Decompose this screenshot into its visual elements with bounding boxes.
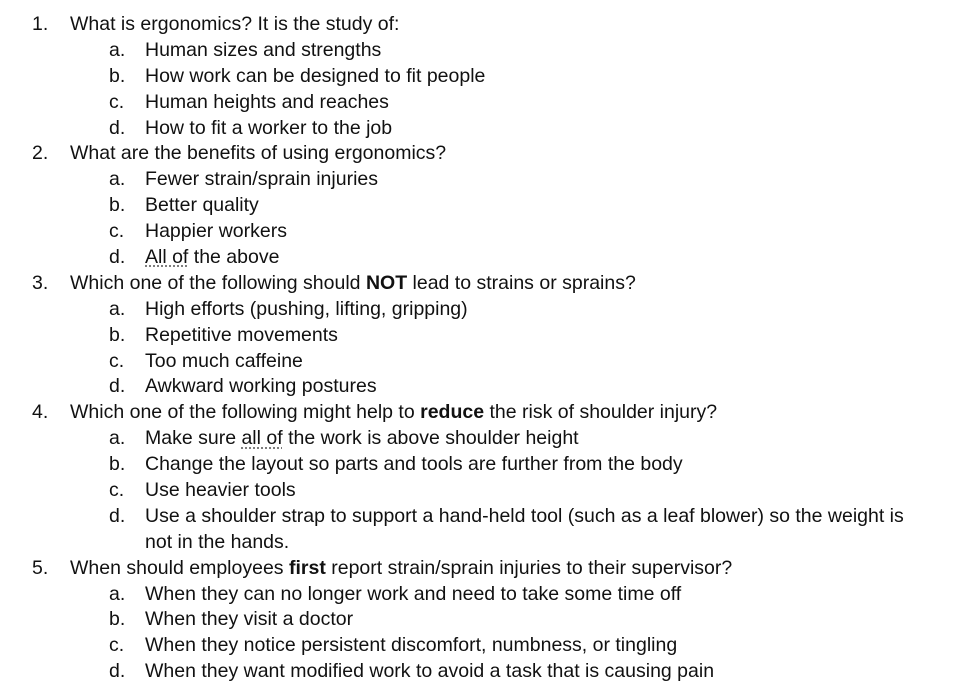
option-b [0, 64, 976, 90]
option-letter: b. [109, 608, 126, 631]
option-text: When they want modified work to avoid a task that is causing pain [145, 660, 715, 683]
option-b [0, 193, 976, 219]
option-letter: d. [109, 660, 126, 683]
option-text: Fewer strain/sprain injuries [145, 168, 379, 191]
option-d-continuation [0, 530, 976, 556]
dotted-underline-text: All of [145, 246, 189, 269]
option-letter: a. [109, 582, 126, 605]
question-line [0, 271, 976, 297]
question-text [70, 12, 399, 38]
option-d [0, 374, 976, 400]
top-margin [0, 0, 976, 12]
option-letter: b. [109, 453, 126, 476]
option-c [0, 633, 976, 659]
option-text: Human heights and reaches [145, 90, 389, 113]
question-number: 2. [32, 142, 49, 165]
option-d [0, 504, 976, 530]
question-line [0, 12, 976, 38]
question-number: 5. [32, 556, 49, 579]
option-text: When they notice persistent discomfort, numbness, or tingling [145, 634, 678, 657]
option-text: Human sizes and strengths [145, 38, 382, 61]
option-letter: c. [109, 634, 125, 657]
question-text-part: Which one of the following might help to [70, 401, 421, 424]
option-b [0, 323, 976, 349]
option-text: Use heavier tools [145, 479, 296, 502]
option-a [0, 38, 976, 64]
option-letter: d. [109, 375, 126, 398]
option-d [0, 245, 976, 271]
question-1 [0, 12, 976, 141]
option-text: Happier workers [145, 220, 287, 243]
option-letter: c. [109, 220, 125, 243]
question-text [70, 271, 636, 297]
option-letter: c. [109, 90, 125, 113]
option-c [0, 219, 976, 245]
option-c [0, 478, 976, 504]
question-line [0, 556, 976, 582]
option-text: When they can no longer work and need to take some time off [145, 582, 682, 605]
question-line [0, 400, 976, 426]
option-letter: d. [109, 246, 126, 269]
question-2 [0, 141, 976, 270]
option-a [0, 297, 976, 323]
question-4 [0, 400, 976, 555]
option-letter: d. [109, 116, 126, 139]
question-text [70, 556, 732, 582]
option-text: Too much caffeine [145, 349, 303, 372]
option-text: not in the hands. [145, 530, 290, 553]
question-text-part: lead to strains or sprains? [407, 271, 636, 294]
option-text: Change the layout so parts and tools are further from the body [145, 453, 683, 476]
question-text-part: the risk of shoulder injury? [484, 401, 718, 424]
option-letter: b. [109, 323, 126, 346]
option-text [145, 245, 279, 271]
option-a [0, 426, 976, 452]
question-text [70, 141, 446, 167]
option-text-part: Make sure [145, 427, 242, 450]
option-text-part: the work is above shoulder height [282, 427, 579, 450]
option-text: Awkward working postures [145, 375, 377, 398]
question-number: 1. [32, 13, 49, 35]
option-letter: c. [109, 479, 125, 502]
option-c [0, 90, 976, 116]
option-letter: a. [109, 297, 126, 320]
question-3 [0, 271, 976, 400]
option-text: How work can be designed to fit people [145, 64, 486, 87]
question-line [0, 141, 976, 167]
question-text-part: What is ergonomics? It is the study of: [70, 13, 400, 35]
option-text: Repetitive movements [145, 323, 338, 346]
option-text-part: the above [188, 246, 280, 269]
option-text [145, 426, 579, 452]
question-text [70, 400, 717, 426]
option-letter: c. [109, 349, 125, 372]
option-letter: a. [109, 427, 126, 450]
option-a [0, 167, 976, 193]
question-text-part: report strain/sprain injuries to their supervisor? [325, 556, 733, 579]
option-letter: a. [109, 38, 126, 61]
option-letter: b. [109, 194, 126, 217]
option-a [0, 582, 976, 608]
question-text-part: When should employees [70, 556, 289, 579]
question-number: 4. [32, 401, 49, 424]
option-text: High efforts (pushing, lifting, gripping) [145, 297, 468, 320]
question-text-part: What are the benefits of using ergonomics? [70, 142, 447, 165]
emphasis-text: first [288, 556, 326, 579]
option-text: When they visit a doctor [145, 608, 354, 631]
option-b [0, 607, 976, 633]
option-d [0, 116, 976, 142]
option-c [0, 349, 976, 375]
option-letter: a. [109, 168, 126, 191]
option-letter: b. [109, 64, 126, 87]
option-d [0, 659, 976, 685]
option-text: How to fit a worker to the job [145, 116, 393, 139]
question-text-part: Which one of the following should [70, 271, 366, 294]
option-b [0, 452, 976, 478]
option-text: Use a shoulder strap to support a hand-held tool (such as a leaf blower) so the weight is [145, 504, 904, 527]
option-text: Better quality [145, 194, 259, 217]
question-number: 3. [32, 271, 49, 294]
emphasis-text: NOT [365, 271, 408, 294]
question-5 [0, 556, 976, 685]
dotted-underline-text: all of [241, 427, 283, 450]
emphasis-text: reduce [420, 401, 485, 424]
option-letter: d. [109, 504, 126, 527]
